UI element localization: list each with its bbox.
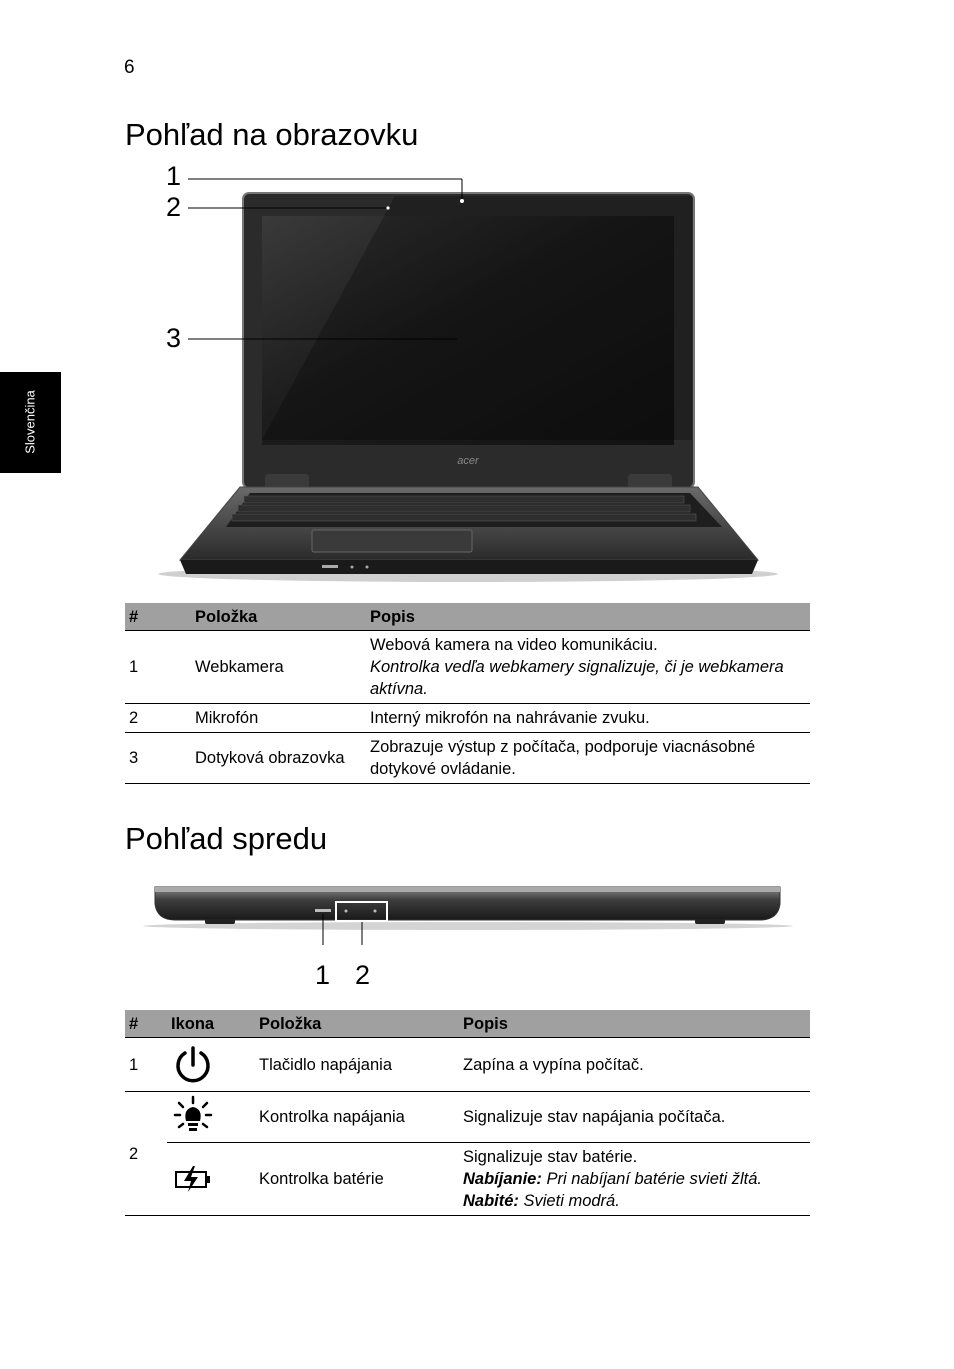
table-header-row — [125, 603, 810, 631]
callout-2: 2 — [166, 192, 182, 222]
row-item: Tlačidlo napájania — [255, 1038, 459, 1092]
header-desc: Popis — [459, 1010, 810, 1038]
row-num: 1 — [125, 631, 191, 704]
battery-charging-icon — [167, 1143, 255, 1216]
table-row — [125, 1143, 810, 1216]
side-tab-label: Slovenčina — [22, 390, 38, 454]
row-item: Dotyková obrazovka — [191, 733, 366, 784]
section-title-screen-view: Pohľad na obrazovku — [125, 117, 419, 152]
power-button-icon — [167, 1038, 255, 1092]
row-desc — [459, 1143, 810, 1216]
front-view-table — [125, 1010, 810, 1216]
laptop-front-illustration — [0, 870, 954, 945]
front-callout-2: 2 — [355, 960, 371, 990]
callout-3: 3 — [166, 323, 182, 353]
row-num: 3 — [125, 733, 191, 784]
row-item: Kontrolka batérie — [255, 1143, 459, 1216]
page-number: 6 — [124, 57, 135, 78]
row-desc: Interný mikrofón na nahrávanie zvuku. — [366, 704, 810, 733]
row-desc: Zapína a vypína počítač. — [459, 1038, 810, 1092]
row-desc — [366, 631, 810, 704]
charged-text: Svieti modrá. — [523, 1192, 620, 1210]
row-num: 2 — [125, 704, 191, 733]
charged-label: Nabité: — [463, 1192, 519, 1210]
table-row — [125, 631, 810, 704]
power-indicator-icon — [167, 1092, 255, 1143]
header-num: # — [125, 603, 191, 631]
table-row — [125, 733, 810, 784]
front-callout-1: 1 — [315, 960, 331, 990]
desc-note: Kontrolka vedľa webkamery signalizuje, či je webkamera aktívna. — [370, 658, 784, 698]
row-desc: Zobrazuje výstup z počítača, podporuje viacnásobné dotykové ovládanie. — [366, 733, 810, 784]
desc-text: Signalizuje stav batérie. — [463, 1148, 638, 1166]
charging-label: Nabíjanie: — [463, 1170, 542, 1188]
row-item: Mikrofón — [191, 704, 366, 733]
callout-1: 1 — [166, 161, 182, 191]
table-header-row — [125, 1010, 810, 1038]
brand-logo: acer — [457, 455, 479, 467]
table-row — [125, 1038, 810, 1092]
table-row — [125, 1092, 810, 1143]
header-item: Položka — [255, 1010, 459, 1038]
row-item: Webkamera — [191, 631, 366, 704]
charging-text: Pri nabíjaní batérie svieti žltá. — [546, 1170, 762, 1188]
row-desc: Signalizuje stav napájania počítača. — [459, 1092, 810, 1143]
row-num: 1 — [125, 1038, 167, 1092]
laptop-screen-illustration — [0, 0, 954, 600]
header-icon: Ikona — [167, 1010, 255, 1038]
row-item: Kontrolka napájania — [255, 1092, 459, 1143]
row-num: 2 — [125, 1092, 167, 1216]
header-desc: Popis — [366, 603, 810, 631]
header-num: # — [125, 1010, 167, 1038]
header-item: Položka — [191, 603, 366, 631]
table-row — [125, 704, 810, 733]
screen-view-table — [125, 603, 810, 784]
desc-text: Webová kamera na video komunikáciu. — [370, 636, 658, 654]
section-title-front-view: Pohľad spredu — [125, 821, 328, 856]
